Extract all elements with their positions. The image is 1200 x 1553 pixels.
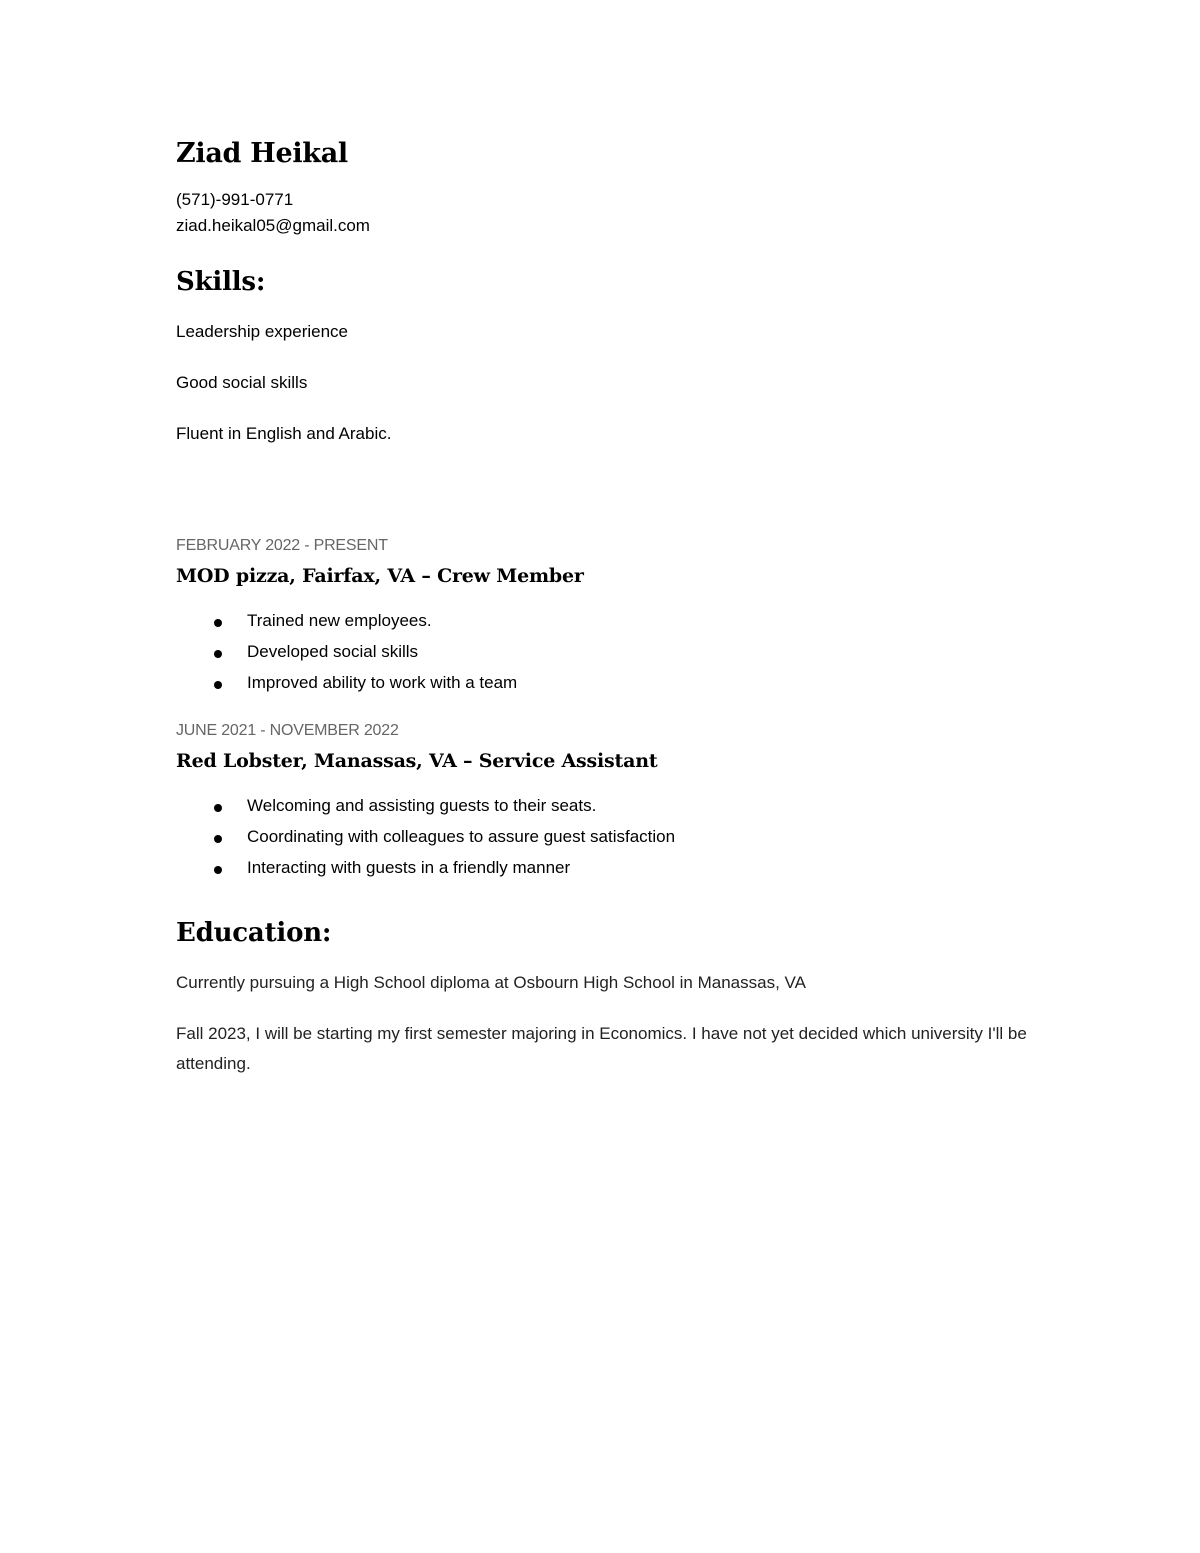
education-paragraph: Fall 2023, I will be starting my first semester majoring in Economics. I have not yet decided which university I'll be attending.	[176, 1024, 1027, 1073]
bullet-text: Coordinating with colleagues to assure guest satisfaction	[247, 827, 676, 846]
resume-name: Ziad Heikal	[176, 138, 348, 169]
email-address: ziad.heikal05@gmail.com	[176, 216, 370, 235]
bullet-icon	[214, 619, 222, 627]
skills-heading: Skills:	[176, 267, 266, 297]
job-title: MOD pizza, Fairfax, VA – Crew Member	[176, 565, 584, 587]
bullet-icon	[214, 866, 222, 874]
skill-item: Fluent in English and Arabic.	[176, 424, 392, 443]
phone-number: (571)-991-0771	[176, 190, 294, 209]
bullet-text: Improved ability to work with a team	[247, 673, 518, 692]
education-paragraph: Currently pursuing a High School diploma at Osbourn High School in Manassas, VA	[176, 973, 806, 992]
bullet-text: Welcoming and assisting guests to their seats.	[247, 796, 597, 815]
bullet-text: Developed social skills	[247, 642, 419, 661]
skill-item: Good social skills	[176, 373, 308, 392]
bullet-text: Interacting with guests in a friendly manner	[247, 858, 571, 877]
bullet-icon	[214, 681, 222, 689]
job-title: Red Lobster, Manassas, VA – Service Assistant	[176, 750, 658, 772]
bullet-icon	[214, 835, 222, 843]
education-heading: Education:	[176, 918, 332, 948]
job-dates: JUNE 2021 - NOVEMBER 2022	[176, 722, 399, 739]
job-dates: FEBRUARY 2022 - PRESENT	[176, 537, 388, 554]
bullet-text: Trained new employees.	[247, 611, 432, 630]
bullet-icon	[214, 804, 222, 812]
skill-item: Leadership experience	[176, 322, 349, 341]
bullet-icon	[214, 650, 222, 658]
